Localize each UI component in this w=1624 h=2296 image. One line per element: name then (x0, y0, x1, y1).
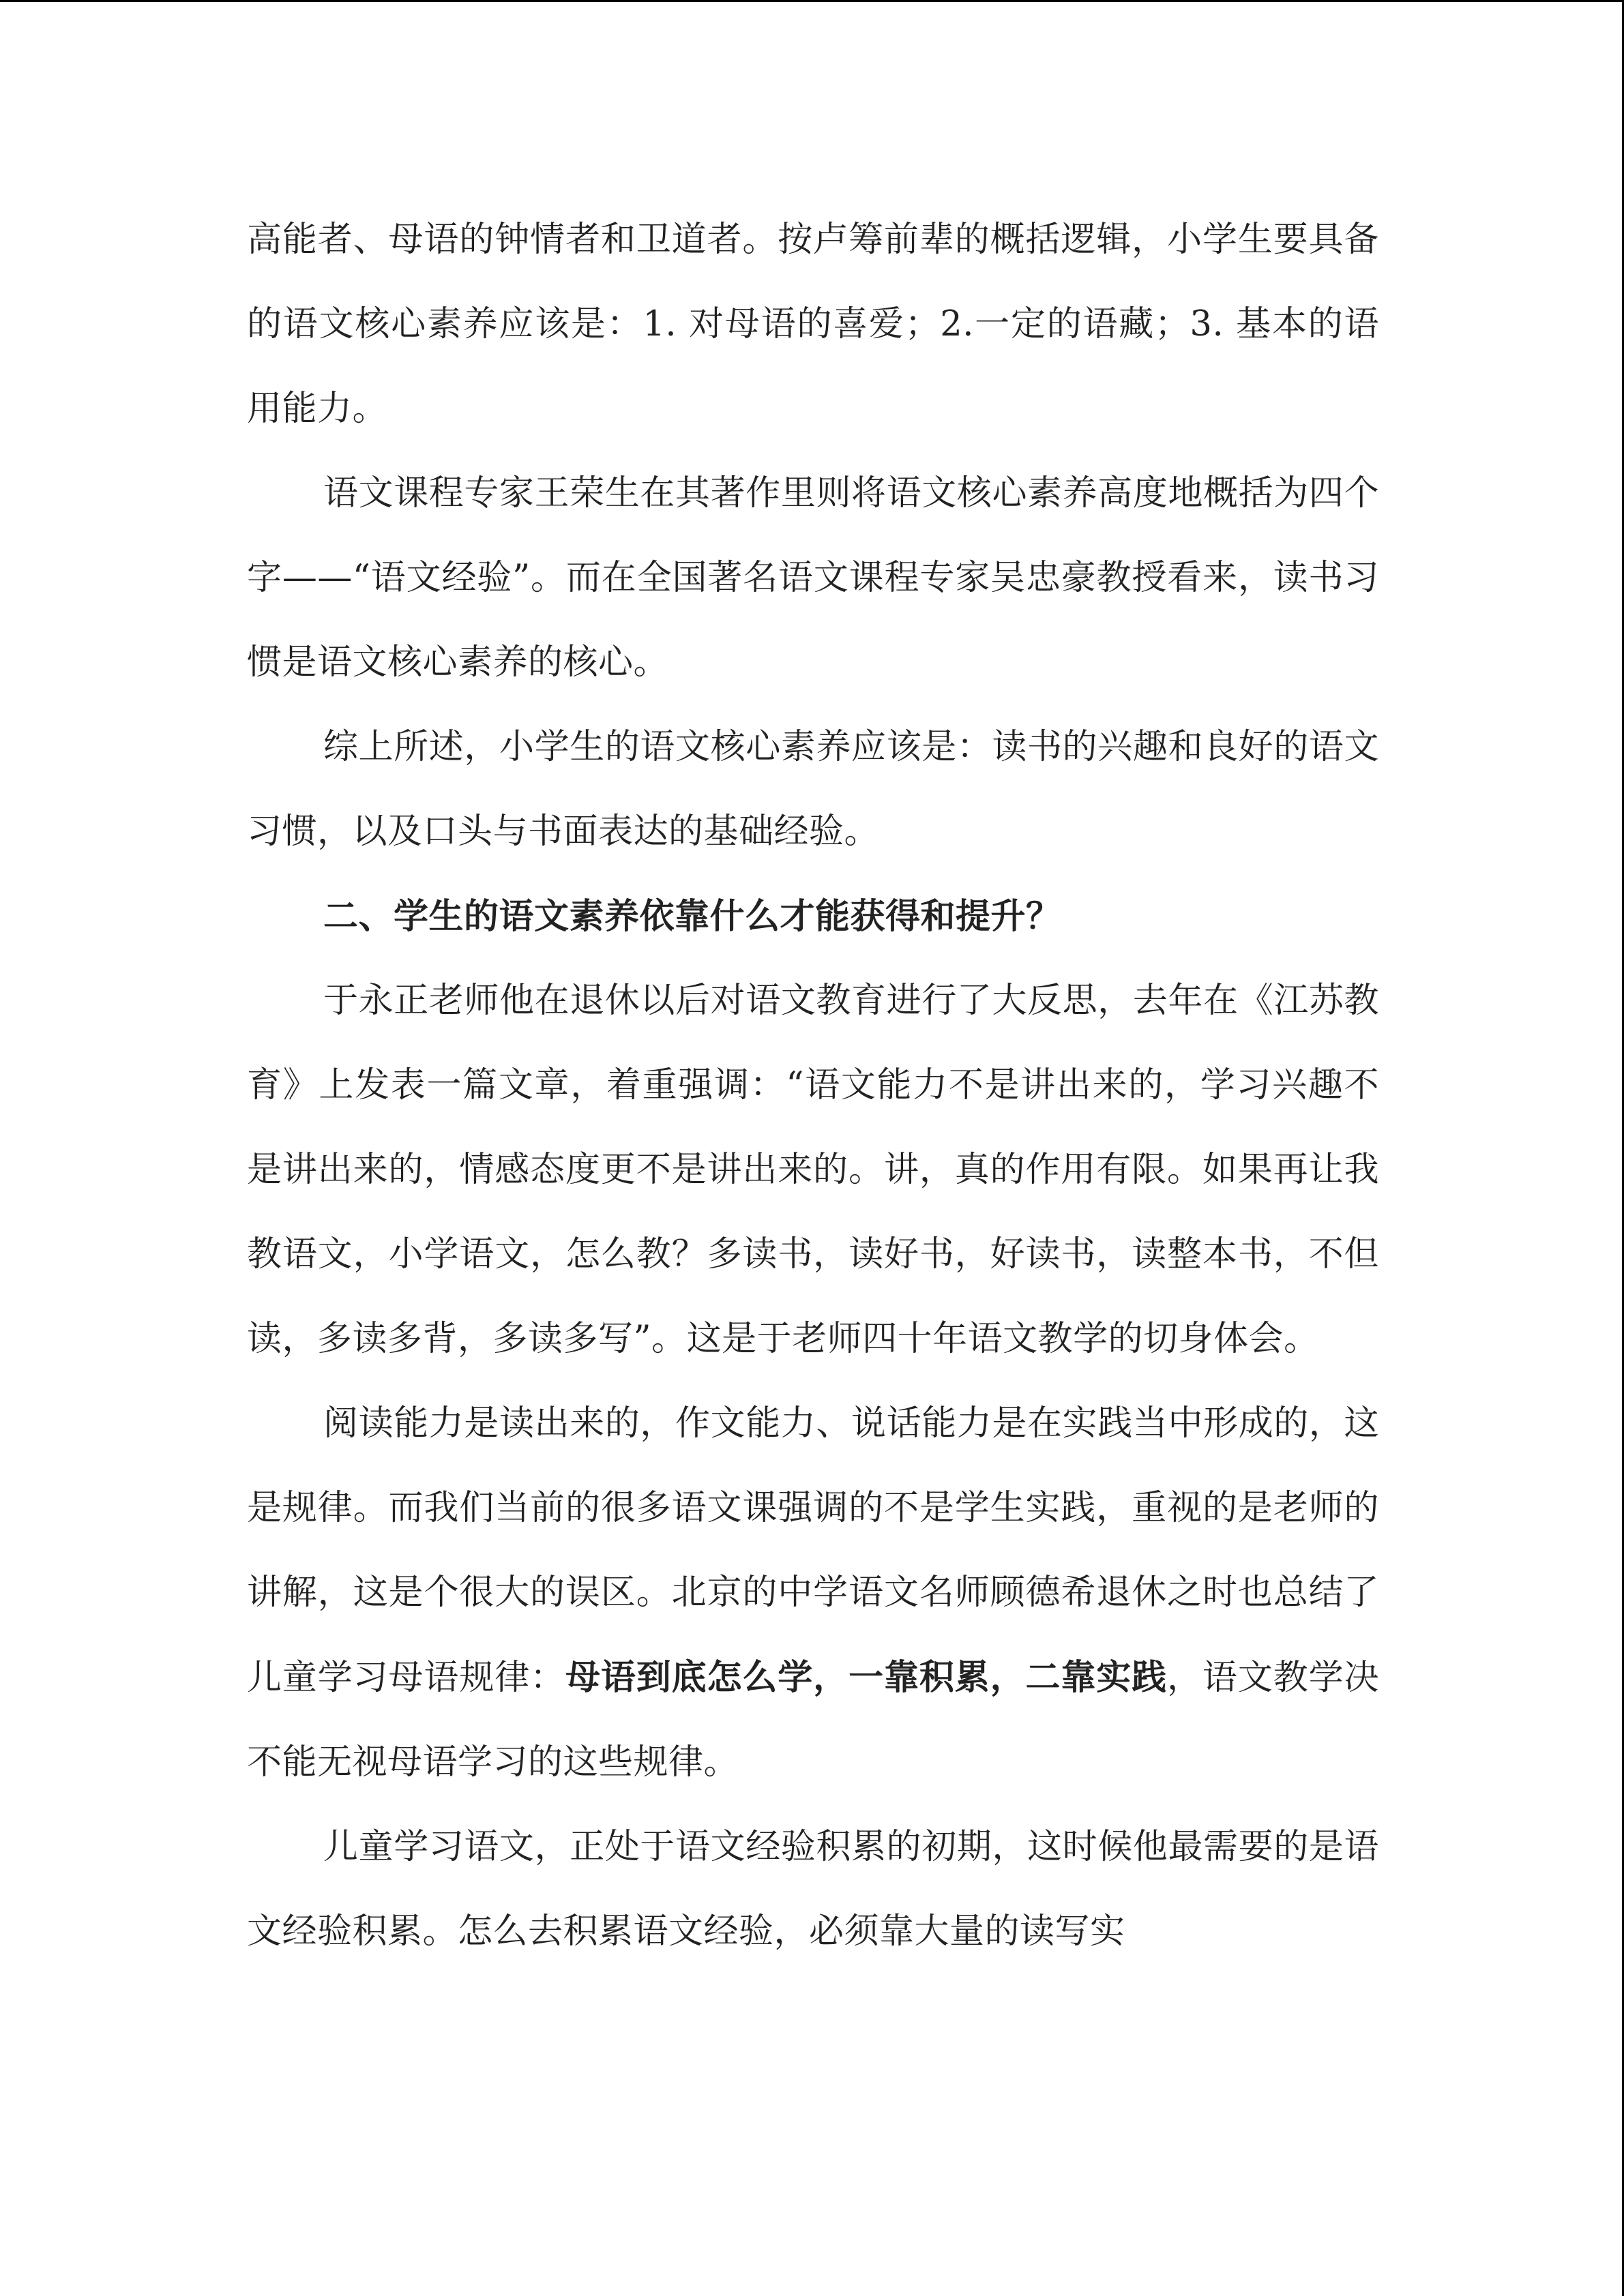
paragraph-5-text-after: ，语文教学决不能无视母语学习的这些规律。 (247, 1658, 1379, 1783)
paragraph-2: 语文课程专家王荣生在其著作里则将语文核心素养高度地概括为四个字——“语文经验”。而在全国著名语文课程专家吴忠豪教授看来，读书习惯是语文核心素养的核心。 (247, 473, 1379, 683)
document-body (247, 198, 1379, 1974)
paragraph-1: 高能者、母语的钟情者和卫道者。按卢筹前辈的概括逻辑，小学生要具备的语文核心素养应该是：1. 对母语的喜爱；2.一定的语藏；3. 基本的语用能力。 (247, 220, 1379, 429)
section-heading-2: 二、学生的语文素养依靠什么才能获得和提升？ (323, 896, 1061, 937)
page-top-border (0, 0, 1624, 2)
paragraph-6: 儿童学习语文，正处于语文经验积累的初期，这时候他最需要的是语文经验积累。怎么去积累语文经验，必须靠大量的读写实 (247, 1827, 1379, 1952)
paragraph-5-bold-text: 母语到底怎么学，一靠积累，二靠实践 (565, 1657, 1168, 1698)
paragraph-4: 于永正老师他在退休以后对语文教育进行了大反思，去年在《江苏教育》上发表一篇文章，着重强调：“语文能力不是讲出来的，学习兴趣不是讲出来的，情感态度更不是讲出来的。讲，真的作用有限。如果再让我教语文，小学语文，怎么教？多读书，读好书，好读书，读整本书，不但读，多读多背，多读多写”。这是于老师四十年语文教学的切身体会。 (247, 981, 1379, 1359)
paragraph-5 (247, 1382, 1379, 1805)
paragraph-3: 综上所述，小学生的语文核心素养应该是：读书的兴趣和良好的语文习惯，以及口头与书面表达的基础经验。 (247, 727, 1379, 852)
paragraph-5-text-before: 阅读能力是读出来的，作文能力、说话能力是在实践当中形成的，这是规律。而我们当前的很多语文课强调的不是学生实践，重视的是老师的讲解，这是个很大的误区。北京的中学语文名师顾德希退休之时也总结了儿童学习母语规律： (247, 1403, 1379, 1698)
